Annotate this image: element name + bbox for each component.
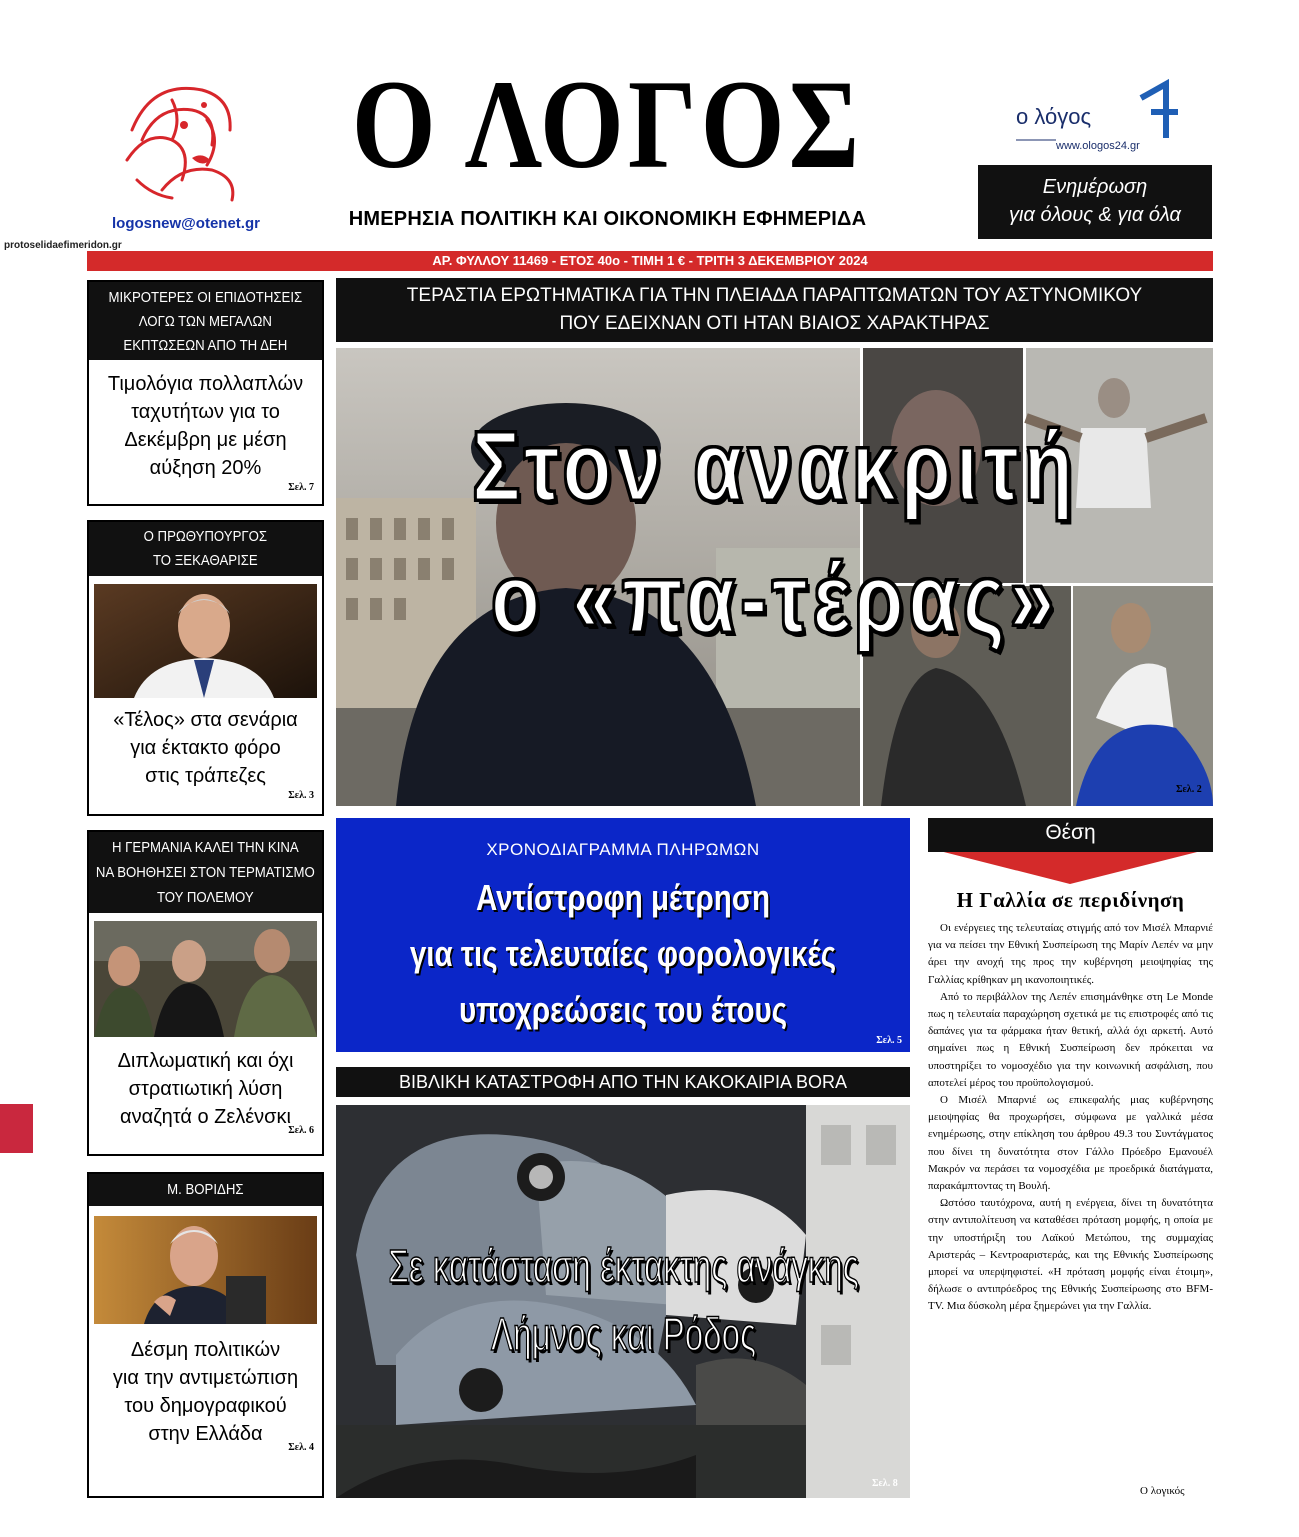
editorial-paragraph: Οι ενέργειες της τελευταίας στιγμής από τον Μισέλ Μπαρνιέ για να πείσει την Εθνική Συσπείρωση της Μαρίν Λεπέν να μην άρει την ανοχή της προς την κυβέρνηση μειοψηφίας της Γαλλίας κρίθηκαν μη ικανοποιητικές. [928, 922, 1213, 986]
ologos24-logo-text: ο λόγος [1016, 104, 1092, 129]
kicker-line: ΠΟΥ ΕΔΕΙΧΝΑΝ ΟΤΙ ΗΤΑΝ ΒΙΑΙΟΣ ΧΑΡΑΚΤΗΡΑΣ [559, 313, 990, 334]
headline-line: Σε κατάσταση έκτακτης ανάγκης [388, 1240, 859, 1292]
editorial-header-triangle [928, 848, 1213, 884]
left-story-dei[interactable] [87, 280, 324, 506]
editorial-title: Η Γαλλία σε περιδίνηση [956, 888, 1185, 912]
kicker-line: Μ. ΒΟΡΙΔΗΣ [167, 1181, 244, 1198]
kicker-line: ΜΙΚΡΟΤΕΡΕΣ ΟΙ ΕΠΙΔΟΤΗΣΕΙΣ [108, 289, 303, 306]
text-line: Τιμολόγια πολλαπλών [107, 373, 304, 395]
left-story-text [89, 1324, 322, 1448]
kicker-line: Ο ΠΡΩΘΥΠΟΥΡΓΟΣ [143, 528, 268, 545]
kicker-line: ΛΟΓΩ ΤΩΝ ΜΕΓΑΛΩΝ [138, 313, 273, 330]
text-line: Διπλωματική και όχι [117, 1050, 294, 1072]
lead-story-headline[interactable] [418, 400, 1131, 665]
headline-line: για τις τελευταίες φορολογικές [409, 933, 837, 974]
text-line: αύξηση 20% [149, 457, 262, 479]
left-story-kicker [89, 282, 322, 360]
page-ref: Σελ. 2 [1176, 784, 1202, 795]
left-story-kicker [89, 522, 322, 576]
text-line: στην Ελλάδα [148, 1423, 263, 1445]
headline-line: υποχρεώσεις του έτους [458, 989, 788, 1030]
kicker-line: ΝΑ ΒΟΗΘΗΣΕΙ ΣΤΟΝ ΤΕΡΜΑΤΙΣΜΟ [96, 864, 315, 881]
page-ref: Σελ. 5 [876, 1035, 902, 1046]
page-edge-marker [0, 1104, 33, 1153]
text-line: Δέσμη πολιτικών [130, 1339, 281, 1361]
source-watermark: protoselidaefimeridon.gr [4, 240, 122, 251]
left-story-kicker [89, 832, 322, 913]
lead-story-kicker [336, 278, 1213, 342]
kicker-line: ΤΟΥ ΠΟΛΕΜΟΥ [157, 889, 254, 906]
text-line: για την αντιμετώπιση [112, 1367, 299, 1389]
editorial-paragraph: Ο Μισέλ Μπαρνιέ ως επικεφαλής μιας κυβέρνησης μειοψηφίας θα προχωρήσει, σύμφωνα με γαλλικά μέσα ενημέρωσης, στην επίκληση του άρθρου 49.3 του Συντάγματος που δίνει τη δυνατότητα στον Γάλλο Πρόεδρο Εμανουέλ Μακρόν να περάσει τα νομοσχέδια με προεδρικά διατάγματα, παρακάμπτοντας τη Βουλή. [928, 1094, 1213, 1193]
tax-story-box[interactable] [336, 818, 910, 1052]
slogan-box [978, 165, 1212, 239]
left-story-germany-china[interactable] [87, 830, 324, 1156]
text-line: του δημογραφικού [124, 1395, 287, 1417]
left-story-kicker [89, 1174, 322, 1206]
editorial-section-header: Θέση [928, 818, 1213, 848]
kicker-line: Η ΓΕΡΜΑΝΙΑ ΚΑΛΕΙ ΤΗΝ ΚΙΝΑ [112, 839, 299, 856]
left-story-text [89, 1037, 322, 1131]
text-line: «Τέλος» στα σενάρια [113, 709, 298, 731]
text-line: για έκτακτο φόρο [130, 737, 281, 759]
page-ref: Σελ. 8 [872, 1478, 898, 1489]
masthead-subtitle: ΗΜΕΡΗΣΙΑ ΠΟΛΙΤΙΚΗ ΚΑΙ ΟΙΚΟΝΟΜΙΚΗ ΕΦΗΜΕΡΙΔΑ [348, 208, 867, 230]
issue-info-bar: ΑΡ. ΦΥΛΛΟΥ 11469 - ΕΤΟΣ 40ο - ΤΙΜΗ 1 € - ΤΡΙΤΗ 3 ΔΕΚΕΜΒΡΙΟΥ 2024 [87, 251, 1213, 271]
text-line: Δεκέμβρη με μέση [124, 429, 287, 451]
text-line: στις τράπεζες [145, 765, 266, 787]
headline-line: Αντίστροφη μέτρηση [475, 877, 771, 918]
left-story-voridis[interactable] [87, 1172, 324, 1498]
editorial-body [928, 920, 1213, 1316]
zelensky-photo [94, 921, 317, 1037]
tax-story-kicker: ΧΡΟΝΟΔΙΑΓΡΑΜΜΑ ΠΛΗΡΩΜΩΝ [486, 840, 760, 859]
page-ref: Σελ. 4 [288, 1442, 314, 1453]
page-ref: Σελ. 6 [288, 1125, 314, 1136]
contact-email[interactable]: logosnew@otenet.gr [112, 215, 260, 232]
slogan-line: για όλους & για όλα [1009, 204, 1181, 226]
headline-line: Στον ανακριτή [472, 411, 1078, 521]
left-story-text [89, 698, 322, 790]
tax-story-headline [388, 870, 859, 1038]
left-story-text [89, 360, 322, 482]
text-line: αναζητά ο Ζελένσκι [120, 1106, 291, 1128]
headline-line: Λήμνος και Ρόδος [491, 1308, 756, 1360]
editorial-paragraph: Από το περιβάλλον της Λεπέν επισημάνθηκε στη Le Monde πως η τελευταία παραχώρηση σχετικά με τις επιστροφές από τις δαπάνες για τα φάρμακα ήταν θετική, αλλά όχι αρκετή. Αυτό σημαίνει πως η Εθνική Συσπείρωση δεν πρόκειται να υποστηρίξει το νομοσχέδιο για την κοινωνική ασφάλιση, που αποτελεί μέρος του προϋπολογισμού. [928, 990, 1213, 1089]
newspaper-emblem [112, 70, 252, 210]
masthead-title: Ο ΛΟΓΟΣ [351, 54, 864, 196]
storm-story-headline[interactable] [337, 1232, 911, 1368]
page-ref: Σελ. 3 [288, 790, 314, 801]
slogan-line: Ενημέρωση [1042, 176, 1148, 198]
text-line: ταχυτήτων για το [131, 401, 280, 423]
editorial-paragraph: Ωστόσο ταυτόχρονα, αυτή η ενέργεια, δίνει τη δυνατότητα στην αντιπολίτευση να καταθέσει πρόταση μομφής, η οποία με την υποστήριξη του Λαϊκού Μετώπου, της συμμαχίας Αριστεράς – Κεντροαριστεράς, και της Εθνικής Συσπείρωσης μπορεί να υπερψηφιστεί. «Η πρόταση μομφής είναι έτοιμη», δήλωσε ο αντιπρόεδρος της Εθνικής Συσπείρωσης στο BFM-TV. Μια δύσκολη μέρα ξημερώνει για την Γαλλία. [928, 1197, 1213, 1313]
left-story-pm[interactable] [87, 520, 324, 816]
pm-photo [94, 584, 317, 698]
voridis-photo [94, 1216, 317, 1324]
text-line: στρατιωτική λύση [128, 1078, 283, 1100]
kicker-line: ΕΚΠΤΩΣΕΩΝ ΑΠΟ ΤΗ ΔΕΗ [123, 337, 288, 354]
editorial-signature: Ο λογικός [1140, 1485, 1185, 1497]
kicker-line: ΤΟ ΞΕΚΑΘΑΡΙΣΕ [153, 552, 258, 569]
kicker-line: ΤΕΡΑΣΤΙΑ ΕΡΩΤΗΜΑΤΙΚΑ ΓΙΑ ΤΗΝ ΠΛΕΙΑΔΑ ΠΑΡΑΠΤΩΜΑΤΩΝ ΤΟΥ ΑΣΤΥΝΟΜΙΚΟΥ [406, 285, 1143, 306]
page-ref: Σελ. 7 [288, 482, 314, 493]
ologos24-url[interactable]: www.ologos24.gr [1056, 140, 1140, 152]
storm-story-kicker: ΒΙΒΛΙΚΗ ΚΑΤΑΣΤΡΟΦΗ ΑΠΟ ΤΗΝ ΚΑΚΟΚΑΙΡΙΑ BORA [336, 1067, 910, 1097]
headline-line: ο «πα-τέρας» [490, 543, 1060, 654]
